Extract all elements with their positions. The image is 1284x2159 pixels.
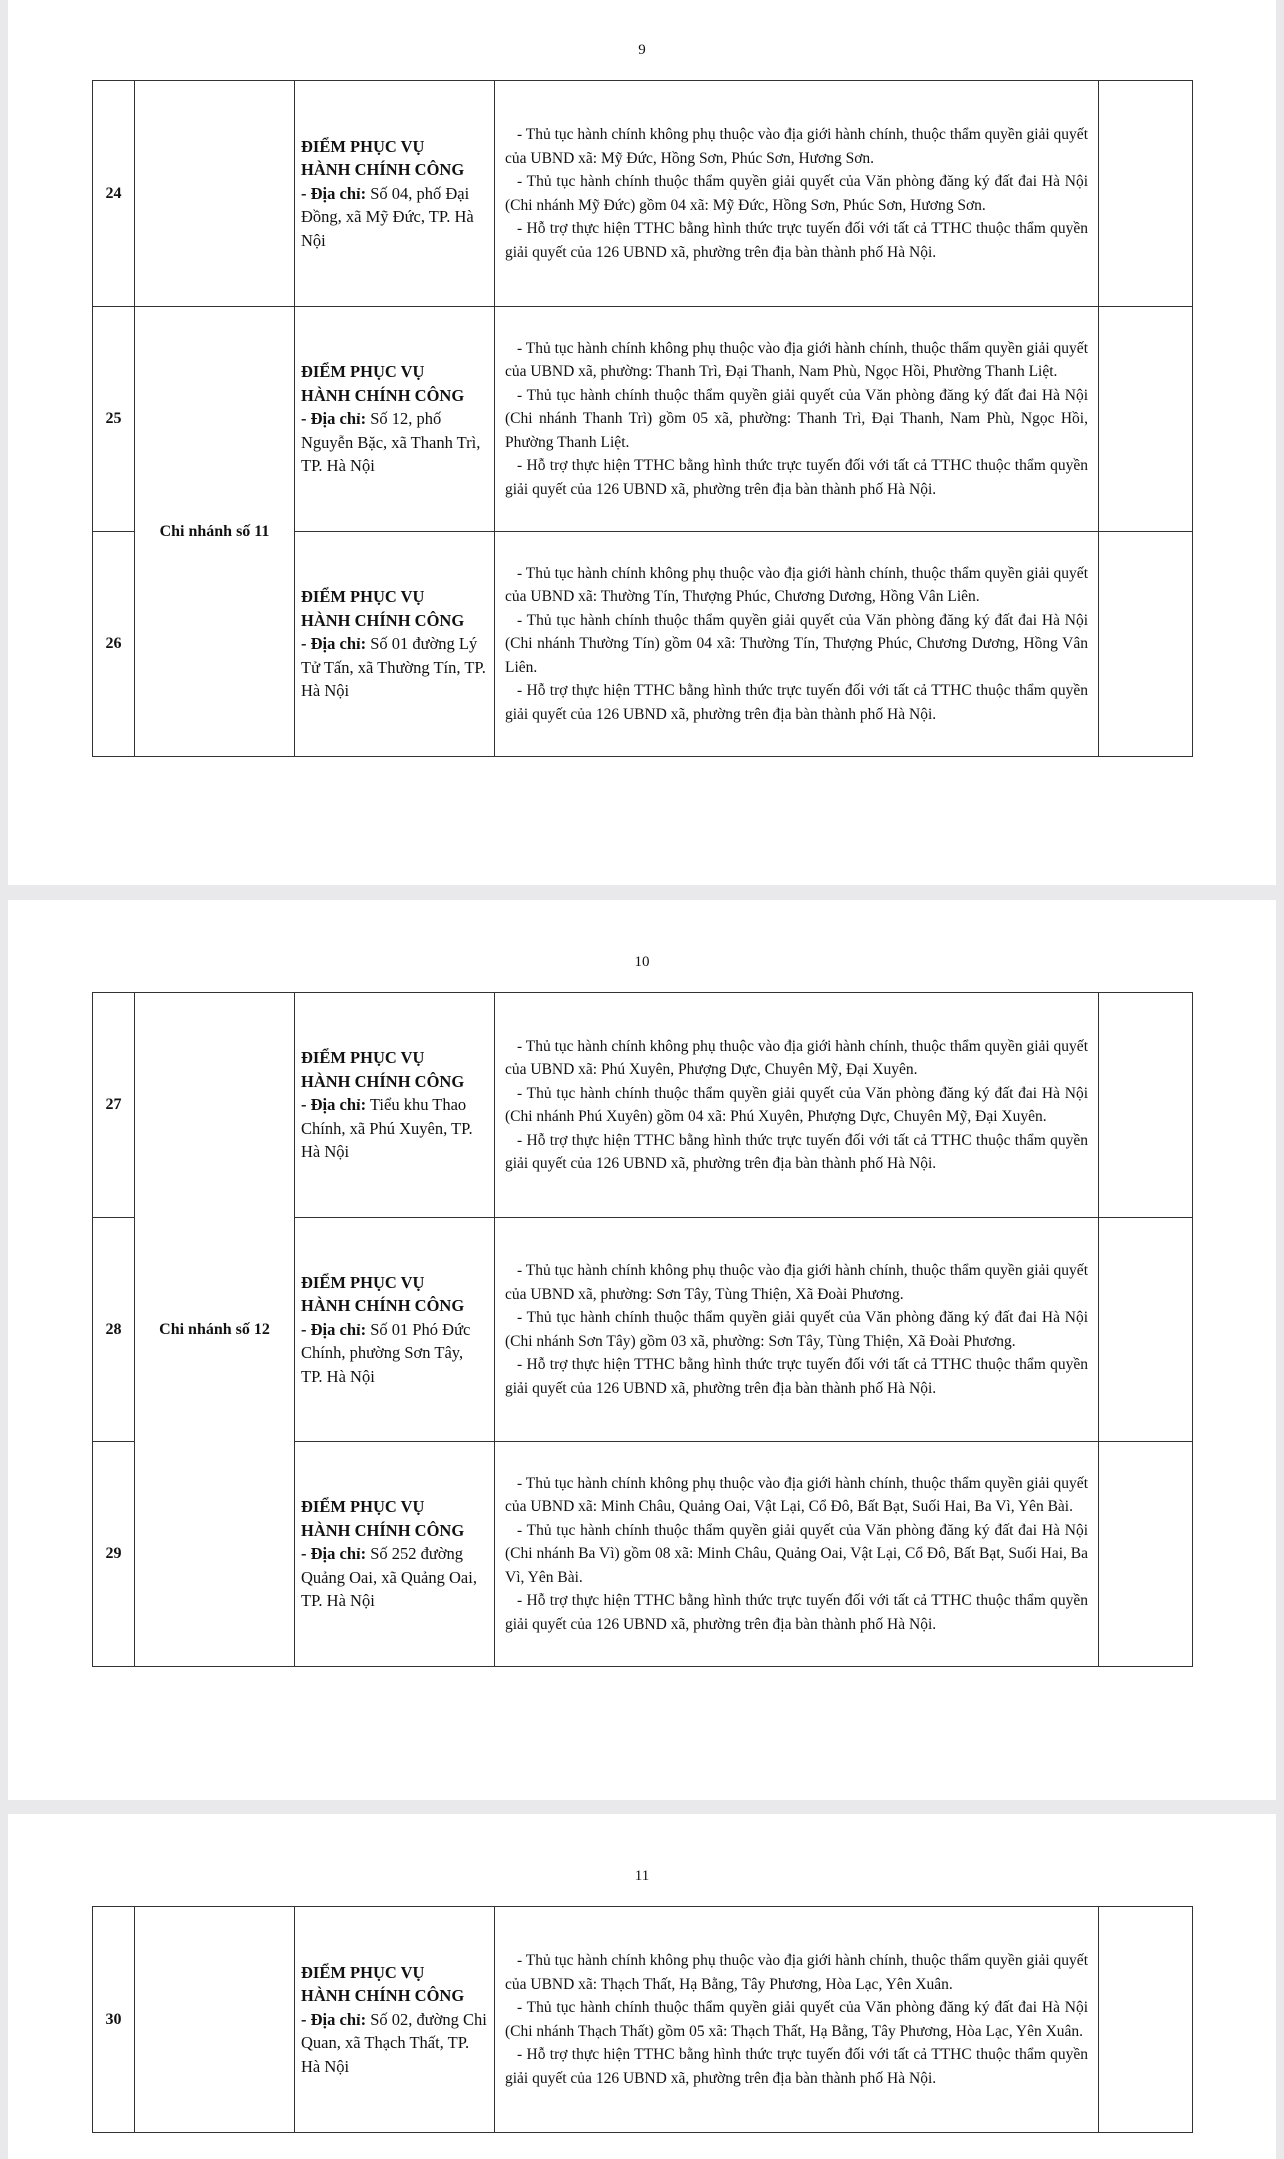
service-point-cell bbox=[295, 532, 495, 757]
row-number: 27 bbox=[93, 993, 135, 1218]
scope-paragraph: - Thủ tục hành chính không phụ thuộc vào địa giới hành chính, thuộc thẩm quyền giải quyết của UBND xã: Mỹ Đức, Hồng Sơn, Phúc Sơn, Hương Sơn. bbox=[505, 126, 1088, 167]
procedure-scope-cell bbox=[495, 307, 1099, 532]
row-number: 29 bbox=[93, 1442, 135, 1667]
service-point-cell bbox=[295, 307, 495, 532]
row-number: 26 bbox=[93, 532, 135, 757]
page-number: 9 bbox=[638, 42, 646, 58]
address-label: - Địa chỉ: bbox=[301, 2009, 367, 2029]
address bbox=[301, 1318, 488, 1389]
scope-paragraph: - Thủ tục hành chính thuộc thẩm quyền giải quyết của Văn phòng đăng ký đất đai Hà Nội (Chi nhánh Thạch Thất) gồm 05 xã: Thạch Thất, Hạ Bằng, Tây Phương, Hòa Lạc, Yên Xuân. bbox=[505, 1999, 1088, 2040]
notes-cell bbox=[1099, 993, 1193, 1218]
scope-paragraph: - Thủ tục hành chính thuộc thẩm quyền giải quyết của Văn phòng đăng ký đất đai Hà Nội (Chi nhánh Thanh Trì) gồm 05 xã, phường: Thanh Trì, Đại Thanh, Nam Phù, Ngọc Hồi, Phường Thanh Liệt. bbox=[505, 386, 1088, 451]
row-number: 24 bbox=[93, 81, 135, 307]
address bbox=[301, 1093, 488, 1164]
address-text: Số 252 đường Quảng Oai, xã Quảng Oai, TP. Hà Nội bbox=[301, 1544, 477, 1611]
service-point-title: ĐIỂM PHỤC VỤ bbox=[301, 587, 425, 607]
service-point-cell bbox=[295, 1218, 495, 1442]
row-number: 28 bbox=[93, 1218, 135, 1442]
service-point-cell bbox=[295, 1907, 495, 2133]
procedure-scope-cell bbox=[495, 993, 1099, 1218]
service-point-cell bbox=[295, 81, 495, 307]
table-row bbox=[93, 81, 1193, 307]
address bbox=[301, 182, 488, 253]
notes-cell bbox=[1099, 81, 1193, 307]
service-point-title: ĐIỂM PHỤC VỤ bbox=[301, 1962, 425, 1982]
scope-paragraph: - Thủ tục hành chính thuộc thẩm quyền giải quyết của Văn phòng đăng ký đất đai Hà Nội (Chi nhánh Ba Vì) gồm 08 xã: Minh Châu, Quảng Oai, Vật Lại, Cổ Đô, Bất Bạt, Suối Hai, Ba Vì, Yên Bài. bbox=[505, 1521, 1088, 1586]
address-text: Số 01 đường Lý Tử Tấn, xã Thường Tín, TP. Hà Nội bbox=[301, 634, 486, 701]
scope-paragraph: - Thủ tục hành chính thuộc thẩm quyền giải quyết của Văn phòng đăng ký đất đai Hà Nội (Chi nhánh Thường Tín) gồm 04 xã: Thường Tín, Thượng Phúc, Chương Dương, Hồng Vân Liên. bbox=[505, 611, 1088, 676]
address bbox=[301, 2008, 488, 2079]
scope-paragraph: - Thủ tục hành chính không phụ thuộc vào địa giới hành chính, thuộc thẩm quyền giải quyết của UBND xã: Minh Châu, Quảng Oai, Vật Lại, Cổ Đô, Bất Bạt, Suối Hai, Ba Vì, Yên Bài. bbox=[505, 1474, 1088, 1516]
page-number: 11 bbox=[634, 1868, 650, 1884]
address-text: Số 12, phố Nguyễn Bặc, xã Thanh Trì, TP. Hà Nội bbox=[301, 409, 481, 476]
procedure-scope-cell bbox=[495, 1907, 1099, 2133]
service-point-title: HÀNH CHÍNH CÔNG bbox=[301, 1520, 465, 1540]
procedure-scope-cell bbox=[495, 1218, 1099, 1442]
service-table bbox=[92, 992, 1193, 1667]
branch-cell bbox=[135, 1907, 295, 2133]
document-page-10 bbox=[8, 900, 1276, 1800]
service-point-title: ĐIỂM PHỤC VỤ bbox=[301, 1048, 425, 1068]
address-label: - Địa chỉ: bbox=[301, 183, 367, 203]
procedure-scope-cell bbox=[495, 1442, 1099, 1667]
scope-paragraph: - Hỗ trợ thực hiện TTHC bằng hình thức trực tuyến đối với tất cả TTHC thuộc thẩm quyền giải quyết của 126 UBND xã, phường trên địa bàn thành phố Hà Nội. bbox=[505, 682, 1088, 723]
scope-paragraph: - Hỗ trợ thực hiện TTHC bằng hình thức trực tuyến đối với tất cả TTHC thuộc thẩm quyền giải quyết của 126 UBND xã, phường trên địa bàn thành phố Hà Nội. bbox=[505, 457, 1088, 498]
service-point-title: HÀNH CHÍNH CÔNG bbox=[301, 160, 465, 180]
notes-cell bbox=[1099, 1442, 1193, 1667]
document-page-11 bbox=[8, 1814, 1276, 2159]
address-label: - Địa chỉ: bbox=[301, 634, 367, 654]
row-number: 30 bbox=[93, 1907, 135, 2133]
scope-paragraph: - Thủ tục hành chính thuộc thẩm quyền giải quyết của Văn phòng đăng ký đất đai Hà Nội (Chi nhánh Mỹ Đức) gồm 04 xã: Mỹ Đức, Hồng Sơn, Phúc Sơn, Hương Sơn. bbox=[505, 173, 1088, 214]
row-number: 25 bbox=[93, 307, 135, 532]
address-label: - Địa chỉ: bbox=[301, 409, 367, 429]
table-row bbox=[93, 1907, 1193, 2133]
scope-paragraph: - Thủ tục hành chính không phụ thuộc vào địa giới hành chính, thuộc thẩm quyền giải quyết của UBND xã: Phú Xuyên, Phượng Dực, Chuyên Mỹ, Đại Xuyên. bbox=[505, 1037, 1088, 1078]
service-point-title: HÀNH CHÍNH CÔNG bbox=[301, 1071, 465, 1091]
address-label: - Địa chỉ: bbox=[301, 1544, 367, 1564]
scope-paragraph: - Hỗ trợ thực hiện TTHC bằng hình thức trực tuyến đối với tất cả TTHC thuộc thẩm quyền giải quyết của 126 UBND xã, phường trên địa bàn thành phố Hà Nội. bbox=[505, 220, 1088, 261]
service-point-title: ĐIỂM PHỤC VỤ bbox=[301, 1272, 425, 1292]
address-text: Số 04, phố Đại Đồng, xã Mỹ Đức, TP. Hà Nội bbox=[301, 183, 474, 250]
scope-paragraph: - Thủ tục hành chính không phụ thuộc vào địa giới hành chính, thuộc thẩm quyền giải quyết của UBND xã, phường: Sơn Tây, Tùng Thiện, Xã Đoài Phương. bbox=[505, 1262, 1088, 1303]
service-point-cell bbox=[295, 1442, 495, 1667]
page-number: 10 bbox=[634, 954, 650, 970]
service-point-title: ĐIỂM PHỤC VỤ bbox=[301, 362, 425, 382]
scope-paragraph: - Hỗ trợ thực hiện TTHC bằng hình thức trực tuyến đối với tất cả TTHC thuộc thẩm quyền giải quyết của 126 UBND xã, phường trên địa bàn thành phố Hà Nội. bbox=[505, 1592, 1088, 1633]
address bbox=[301, 407, 488, 478]
scope-paragraph: - Thủ tục hành chính thuộc thẩm quyền giải quyết của Văn phòng đăng ký đất đai Hà Nội (Chi nhánh Sơn Tây) gồm 03 xã, phường: Sơn Tây, Tùng Thiện, Xã Đoài Phương. bbox=[505, 1309, 1088, 1350]
procedure-scope-cell bbox=[495, 81, 1099, 307]
scope-paragraph: - Thủ tục hành chính thuộc thẩm quyền giải quyết của Văn phòng đăng ký đất đai Hà Nội (Chi nhánh Phú Xuyên) gồm 04 xã: Phú Xuyên, Phượng Dực, Chuyên Mỹ, Đại Xuyên. bbox=[505, 1084, 1088, 1125]
service-table bbox=[92, 80, 1193, 757]
service-table bbox=[92, 1906, 1193, 2133]
address-label: - Địa chỉ: bbox=[301, 1095, 367, 1115]
service-point-title: HÀNH CHÍNH CÔNG bbox=[301, 610, 465, 630]
scope-paragraph: - Thủ tục hành chính không phụ thuộc vào địa giới hành chính, thuộc thẩm quyền giải quyết của UBND xã: Thạch Thất, Hạ Bằng, Tây Phương, Hòa Lạc, Yên Xuân. bbox=[505, 1952, 1088, 1993]
table-row bbox=[93, 307, 1193, 532]
address bbox=[301, 632, 488, 703]
scope-paragraph: - Thủ tục hành chính không phụ thuộc vào địa giới hành chính, thuộc thẩm quyền giải quyết của UBND xã, phường: Thanh Trì, Đại Thanh, Nam Phù, Ngọc Hồi, Phường Thanh Liệt. bbox=[505, 339, 1088, 381]
service-point-title: HÀNH CHÍNH CÔNG bbox=[301, 1296, 465, 1316]
branch-cell: Chi nhánh số 11 bbox=[135, 307, 295, 757]
scope-paragraph: - Hỗ trợ thực hiện TTHC bằng hình thức trực tuyến đối với tất cả TTHC thuộc thẩm quyền giải quyết của 126 UBND xã, phường trên địa bàn thành phố Hà Nội. bbox=[505, 2046, 1088, 2087]
address-text: Số 01 Phó Đức Chính, phường Sơn Tây, TP. Hà Nội bbox=[301, 1319, 471, 1386]
document-page-9 bbox=[8, 0, 1276, 885]
address bbox=[301, 1542, 488, 1613]
notes-cell bbox=[1099, 1907, 1193, 2133]
service-point-cell bbox=[295, 993, 495, 1218]
service-point-title: ĐIỂM PHỤC VỤ bbox=[301, 136, 425, 156]
service-point-title: HÀNH CHÍNH CÔNG bbox=[301, 1986, 465, 2006]
service-point-title: ĐIỂM PHỤC VỤ bbox=[301, 1497, 425, 1517]
notes-cell bbox=[1099, 1218, 1193, 1442]
scope-paragraph: - Hỗ trợ thực hiện TTHC bằng hình thức trực tuyến đối với tất cả TTHC thuộc thẩm quyền giải quyết của 126 UBND xã, phường trên địa bàn thành phố Hà Nội. bbox=[505, 1131, 1088, 1172]
scope-paragraph: - Hỗ trợ thực hiện TTHC bằng hình thức trực tuyến đối với tất cả TTHC thuộc thẩm quyền giải quyết của 126 UBND xã, phường trên địa bàn thành phố Hà Nội. bbox=[505, 1356, 1088, 1397]
address-text: Số 02, đường Chi Quan, xã Thạch Thất, TP. Hà Nội bbox=[301, 2009, 487, 2076]
branch-cell bbox=[135, 81, 295, 307]
procedure-scope-cell bbox=[495, 532, 1099, 757]
branch-cell: Chi nhánh số 12 bbox=[135, 993, 295, 1667]
address-text: Tiểu khu Thao Chính, xã Phú Xuyên, TP. Hà Nội bbox=[301, 1095, 473, 1162]
service-point-title: HÀNH CHÍNH CÔNG bbox=[301, 385, 465, 405]
scope-paragraph: - Thủ tục hành chính không phụ thuộc vào địa giới hành chính, thuộc thẩm quyền giải quyết của UBND xã: Thường Tín, Thượng Phúc, Chương Dương, Hồng Vân Liên. bbox=[505, 564, 1088, 606]
address-label: - Địa chỉ: bbox=[301, 1319, 367, 1339]
notes-cell bbox=[1099, 307, 1193, 532]
table-row bbox=[93, 993, 1193, 1218]
notes-cell bbox=[1099, 532, 1193, 757]
